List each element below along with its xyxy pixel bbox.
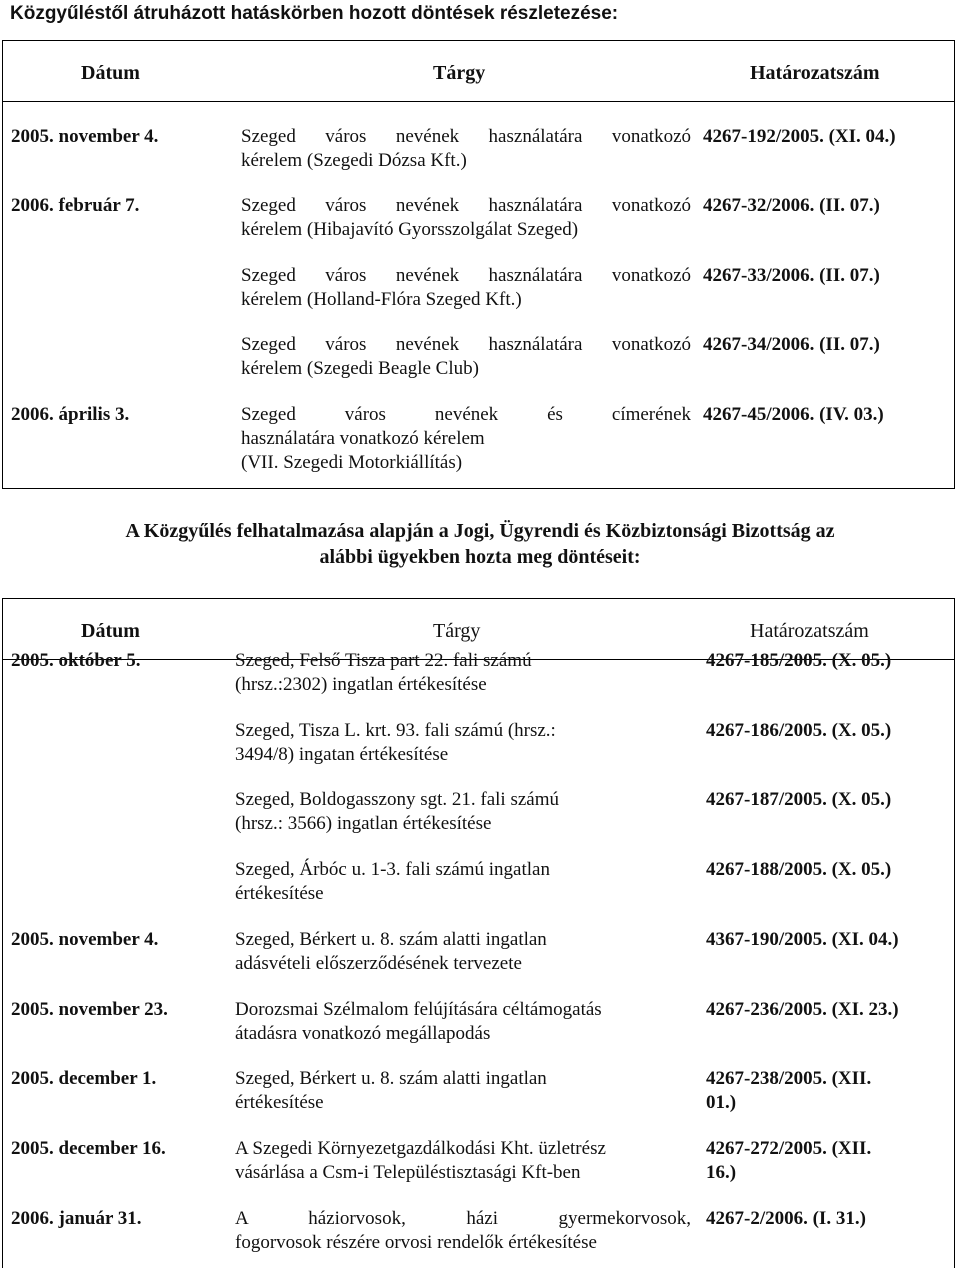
page-heading: Közgyűléstől átruházott hatáskörben hozott döntések részletezése: — [10, 3, 619, 24]
row-subject: Szeged, Felső Tisza part 22. fali számú (hrsz.:2302) ingatlan értékesítése — [235, 650, 532, 695]
table-header — [3, 41, 954, 102]
header-number: Határozatszám — [750, 62, 880, 84]
header-number: Határozatszám — [750, 620, 869, 642]
row-number: 4267-186/2005. (X. 05.) — [706, 720, 892, 741]
row-subject: Szeged város nevének használatára vonatkozó kérelem (Szegedi Dózsa Kft.) — [241, 126, 691, 171]
header-subject: Tárgy — [433, 620, 481, 642]
row-date: 2005. november 4. — [11, 126, 159, 147]
row-date: 2006. január 31. — [11, 1208, 142, 1229]
row-subject: Szeged, Bérkert u. 8. szám alatti ingatlan adásvételi előszerződésének tervezete — [235, 929, 547, 974]
row-number: 4267-33/2006. (II. 07.) — [703, 265, 880, 286]
row-subject: A Szegedi Környezetgazdálkodási Kht. üzletrész vásárlása a Csm-i Településtisztasági Kft-ben — [235, 1138, 606, 1183]
row-date: 2005. november 4. — [11, 929, 159, 950]
row-number: 4367-190/2005. (XI. 04.) — [706, 929, 899, 950]
row-subject: Szeged, Boldogasszony sgt. 21. fali számú (hrsz.: 3566) ingatlan értékesítése — [235, 789, 560, 834]
row-number: 4267-238/2005. (XII. 01.) — [706, 1068, 872, 1113]
row-number: 4267-185/2005. (X. 05.) — [706, 650, 892, 671]
row-number: 4267-192/2005. (XI. 04.) — [703, 126, 896, 147]
row-number: 4267-2/2006. (I. 31.) — [706, 1208, 866, 1229]
row-subject: Szeged, Bérkert u. 8. szám alatti ingatlan értékesítése — [235, 1068, 547, 1113]
committee-paragraph — [20, 518, 940, 570]
row-number: 4267-187/2005. (X. 05.) — [706, 789, 892, 810]
committee-decisions-table — [2, 598, 955, 1268]
row-number: 4267-236/2005. (XI. 23.) — [706, 999, 899, 1020]
row-subject: Szeged, Tisza L. krt. 93. fali számú (hrsz.: 3494/8) ingatan értékesítése — [235, 720, 556, 765]
row-date: 2005. november 23. — [11, 999, 168, 1020]
row-subject: Szeged, Árbóc u. 1-3. fali számú ingatlan értékesítése — [235, 859, 550, 904]
row-number: 4267-45/2006. (IV. 03.) — [703, 404, 884, 425]
row-subject: Szeged város nevének használatára vonatkozó kérelem (Szegedi Beagle Club) — [241, 334, 691, 379]
header-date: Dátum — [81, 62, 140, 84]
row-number: 4267-34/2006. (II. 07.) — [703, 334, 880, 355]
paragraph-line: alábbi ügyekben hozta meg döntéseit: — [319, 546, 641, 568]
row-number: 4267-188/2005. (X. 05.) — [706, 859, 892, 880]
row-subject: Dorozsmai Szélmalom felújítására céltámogatás átadásra vonatkozó megállapodás — [235, 999, 602, 1044]
row-date: 2005. október 5. — [11, 650, 141, 671]
delegated-decisions-table — [2, 40, 955, 489]
row-number: 4267-272/2005. (XII. 16.) — [706, 1138, 872, 1183]
row-subject: Szeged város nevének használatára vonatkozó kérelem (Hibajavító Gyorsszolgálat Szeged) — [241, 195, 691, 240]
row-date: 2006. február 7. — [11, 195, 140, 216]
header-date: Dátum — [81, 620, 140, 642]
row-date: 2006. április 3. — [11, 404, 130, 425]
paragraph-line: A Közgyűlés felhatalmazása alapján a Jogi, Ügyrendi és Közbiztonsági Bizottság az — [125, 520, 835, 542]
row-date: 2005. december 16. — [11, 1138, 166, 1159]
row-number: 4267-32/2006. (II. 07.) — [703, 195, 880, 216]
row-subject: Szeged város nevének és címerének használatára vonatkozó kérelem (VII. Szegedi Motorkiállítás) — [241, 404, 691, 473]
row-subject: A háziorvosok, házi gyermekorvosok, fogorvosok részére orvosi rendelők értékesítése — [235, 1208, 691, 1253]
row-subject: Szeged város nevének használatára vonatkozó kérelem (Holland-Flóra Szeged Kft.) — [241, 265, 691, 310]
header-subject: Tárgy — [433, 62, 486, 84]
row-date: 2005. december 1. — [11, 1068, 157, 1089]
